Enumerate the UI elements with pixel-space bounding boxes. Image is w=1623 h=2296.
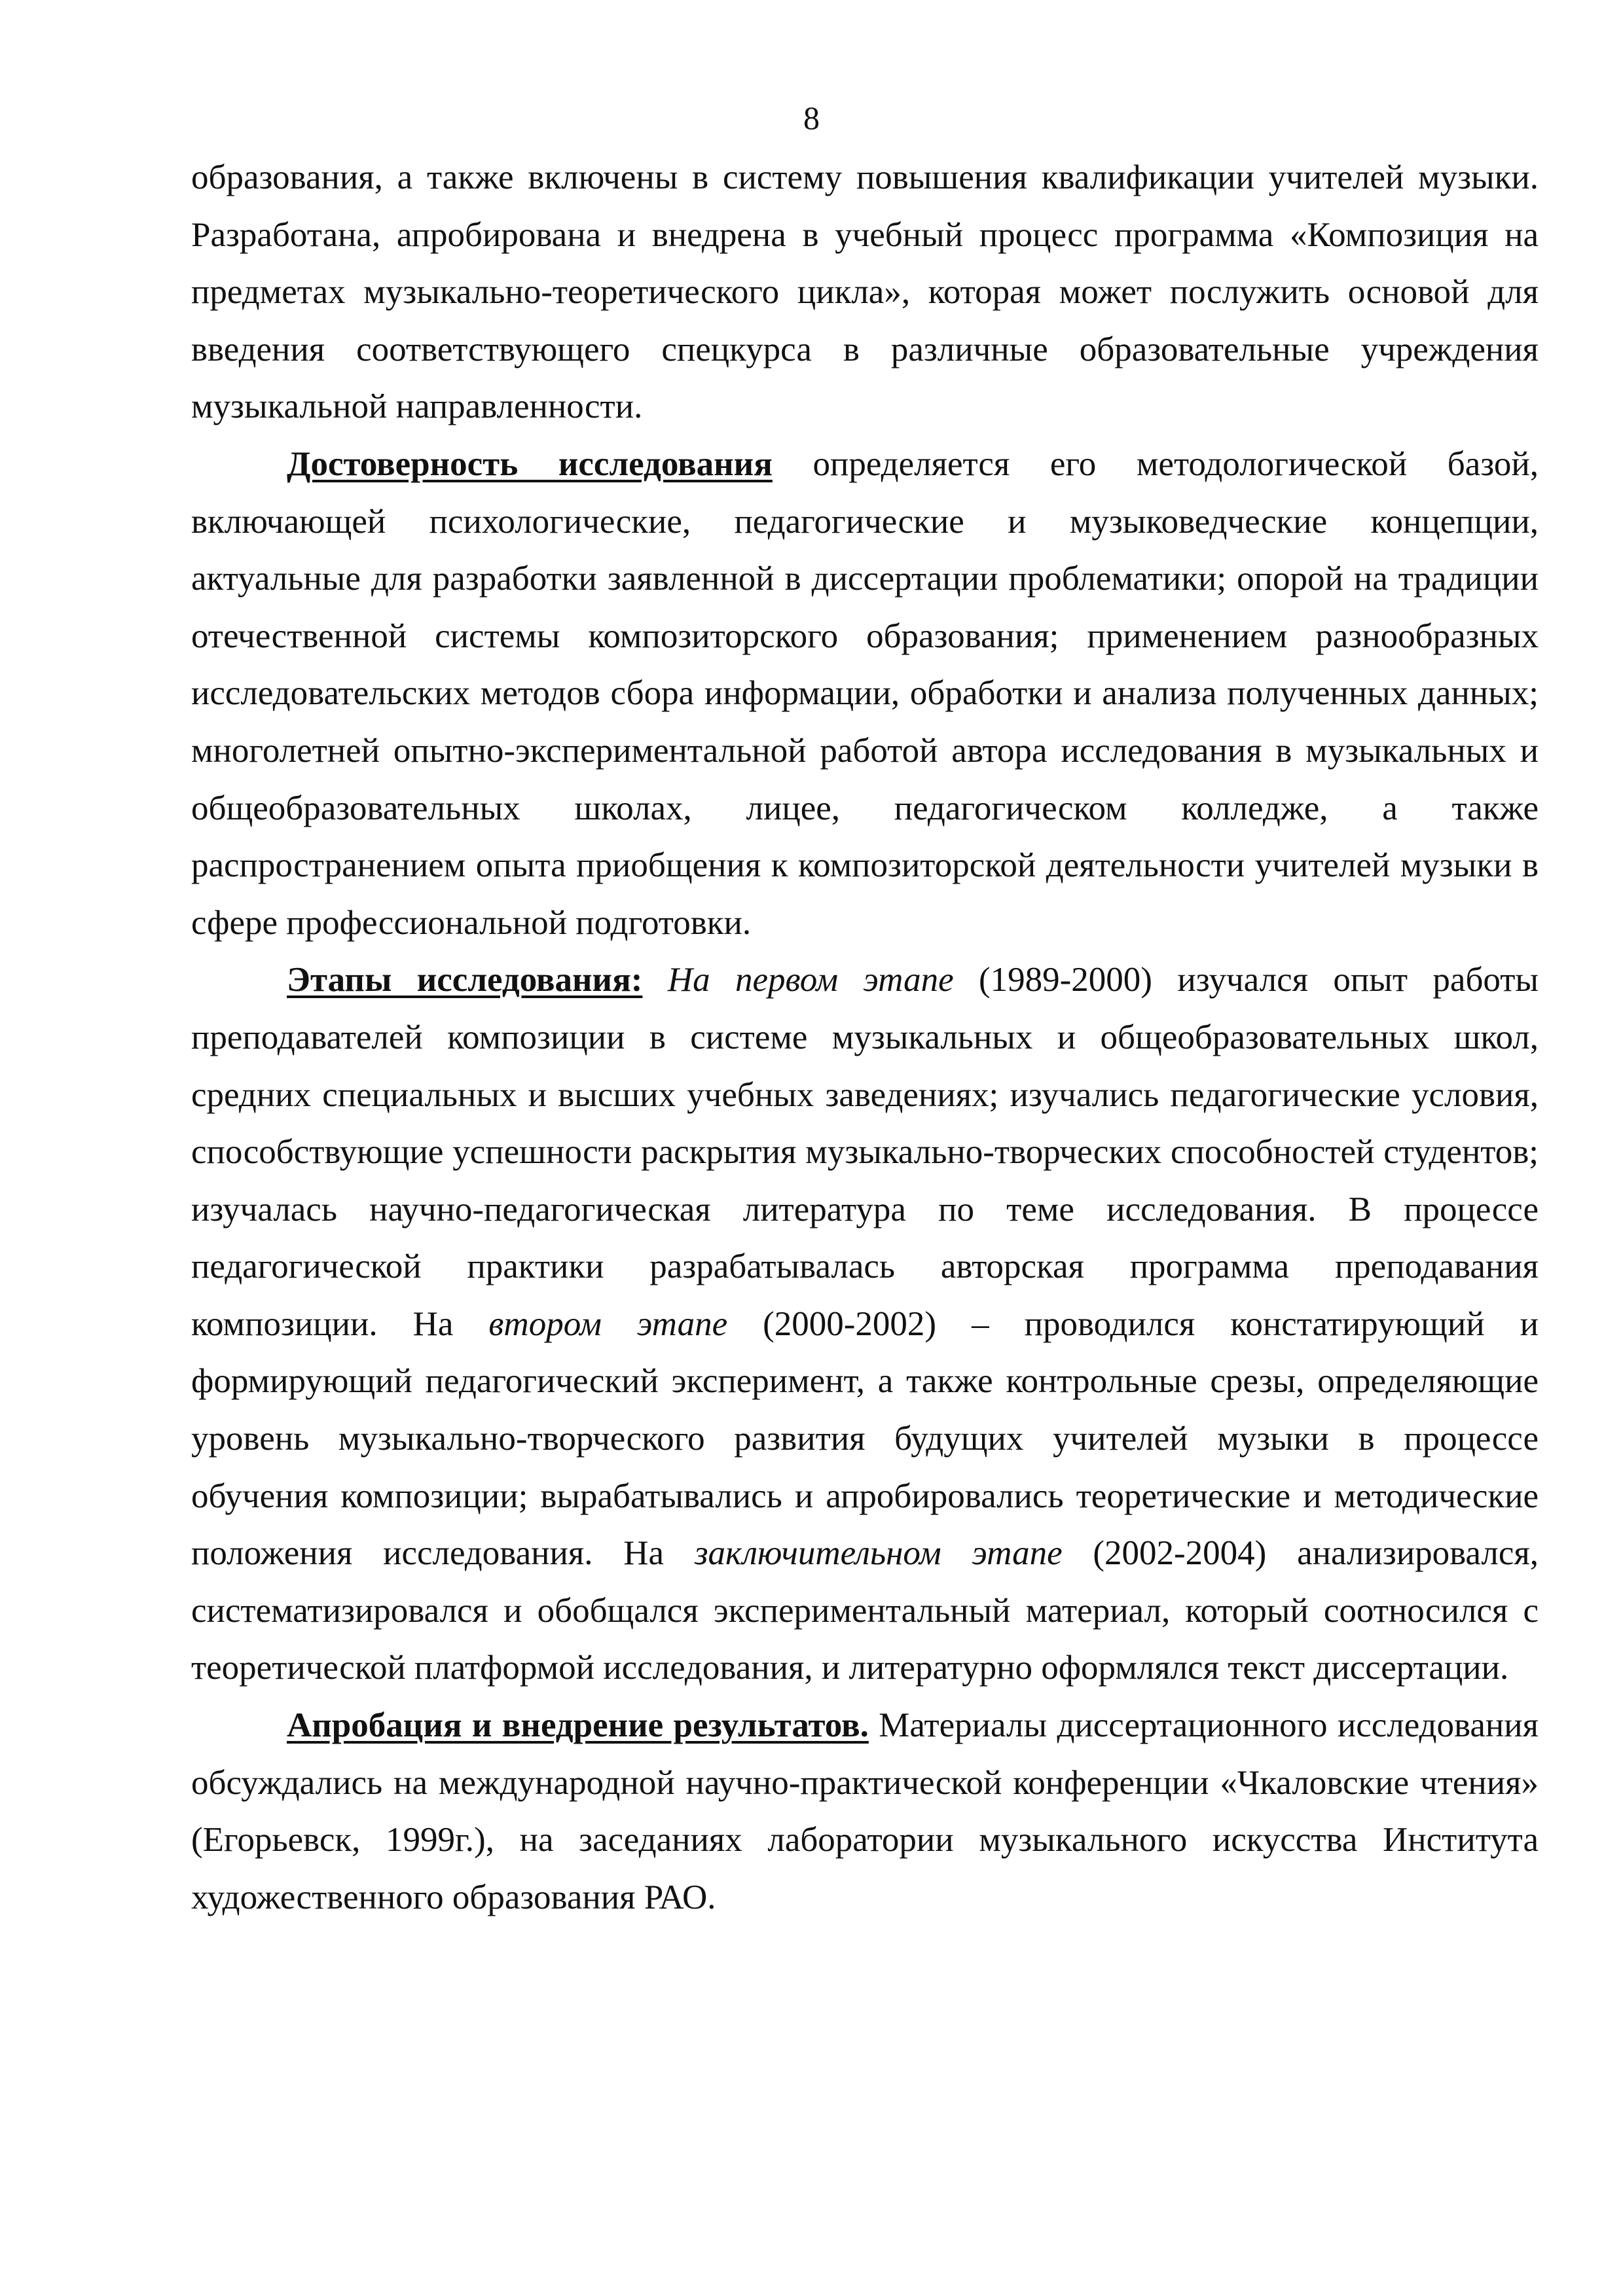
paragraph-text: (1989-2000) изучался опыт работы преподавателей композиции в системе музыкальных и общеобразовательных школ, средних специальных и высших учебных заведениях; изучались педагогические условия, способствующие успешности раскрытия музыкально-творческих способностей студентов; изучалась научно-педагогическая литература по теме исследования. В процессе педагогической практики разрабатывалась авторская программа преподавания композиции. На — [191, 961, 1539, 1343]
stage-two-label: втором этапе — [488, 1304, 728, 1343]
paragraph-reliability — [191, 436, 1539, 952]
paragraph-stages — [191, 952, 1539, 1697]
section-heading-reliability: Достоверность исследования — [287, 444, 773, 483]
stage-three-label: заключительном этапе — [694, 1534, 1063, 1573]
page-number: 8 — [803, 99, 820, 136]
paragraph-text: определяется его методологической базой, включающей психологические, педагогические и музыковедческие концепции, актуальные для разработки заявленной в диссертации проблематики; опорой на традиции отечественной системы композиторского образования; применением разнообразных исследовательских методов сбора информации, обработки и анализа полученных данных; многолетней опытно-экспериментальной работой автора исследования в музыкальных и общеобразовательных школах, лицее, педагогическом колледже, а также распространением опыта приобщения к композиторской деятельности учителей музыки в сфере профессиональной подготовки. — [191, 444, 1539, 942]
section-heading-stages: Этапы исследования: — [287, 961, 643, 999]
stage-one-label: На первом этапе — [667, 961, 954, 999]
document-body — [191, 149, 1539, 1926]
paragraph-text: Материалы диссертационного исследования обсуждались на международной научно-практической конференции «Чкаловские чтения» (Егорьевск, 1999г.), на заседаниях лаборатории музыкального искусства Института художественного образования РАО. — [191, 1706, 1539, 1916]
paragraph-text: (2000-2002) – проводился констатирующий и формирующий педагогический эксперимент, а также контрольные срезы, определяющие уровень музыкально-творческого развития будущих учителей музыки в процессе обучения композиции; вырабатывались и апробировались теоретические и методические положения исследования. На — [191, 1304, 1539, 1573]
paragraph-text: (2002-2004) анализировался, систематизировался и обобщался экспериментальный материал, который соотносился с теоретической платформой исследования, и литературно оформлялся текст диссертации. — [191, 1534, 1539, 1687]
section-heading-approbation: Апробация и внедрение результатов. — [287, 1706, 869, 1745]
paragraph-text: образования, а также включены в систему повышения квалификации учителей музыки. Разработана, апробирована и внедрена в учебный процесс программа «Композиция на предметах музыкально-теоретического цикла», которая может послужить основой для введения соответствующего спецкурса в различные образовательные учреждения музыкальной направленности. — [191, 158, 1539, 426]
paragraph-approbation — [191, 1697, 1539, 1926]
paragraph-continuation — [191, 149, 1539, 436]
